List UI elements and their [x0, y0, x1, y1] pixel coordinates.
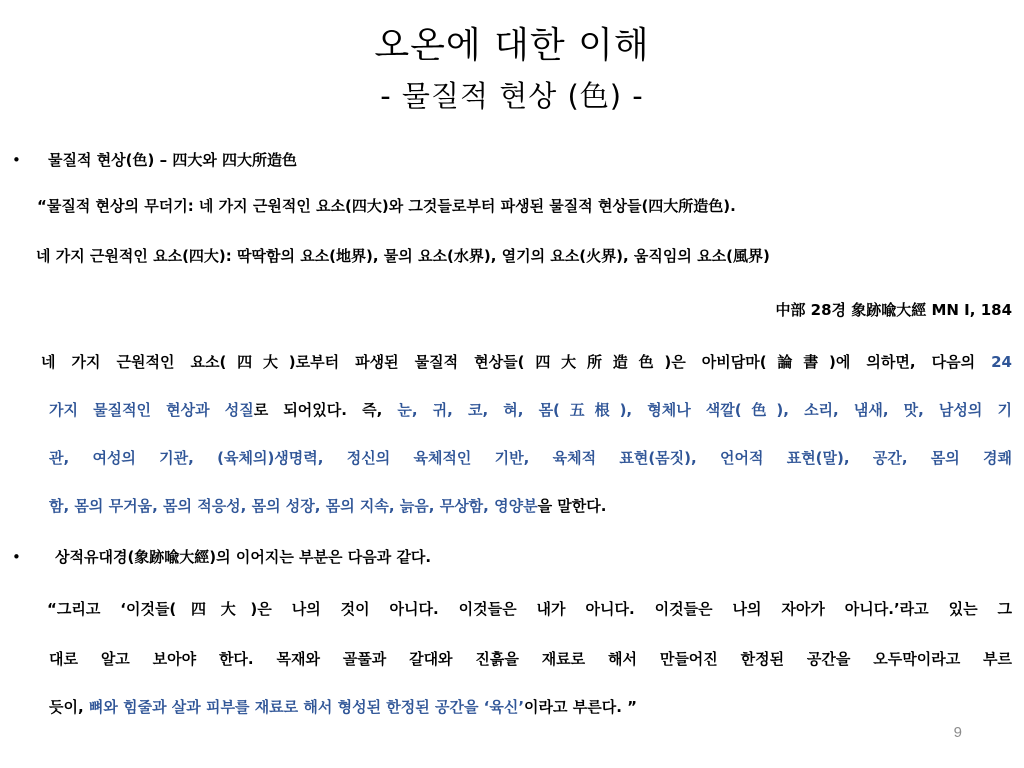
slide-title: 오온에 대한 이해 — [374, 25, 650, 66]
page-number: 9 — [953, 724, 962, 741]
quote-line-3: 듯이, 뼈와 힘줄과 살과 피부를 재료로 해서 형성된 한정된 공간을 ‘육신’이라고 부른다. ” — [49, 698, 637, 716]
source-citation: 中部 28경 象跡喩大經 MN I, 184 — [775, 301, 1012, 319]
paragraph-line-4: 함, 몸의 무거움, 몸의 적응성, 몸의 성장, 몸의 지속, 늙음, 무상함, 영양분을 말한다. — [49, 497, 607, 515]
paragraph-line-2: 가지 물질적인 현상과 성질로 되어있다. 즉, 눈, 귀, 코, 혀, 몸(五根), 형체나 색깔(色), 소리, 냄새, 맛, 남성의 기 — [49, 401, 1013, 419]
paragraph-line-3: 관, 여성의 기관, (육체의)생명력, 정신의 육체적인 기반, 육체적 표현(몸짓), 언어적 표현(말), 공간, 몸의 경쾌 — [49, 449, 1012, 467]
bullet-1-heading: 물질적 현상(色) – 四大와 四大所造色 — [48, 151, 298, 169]
quote-aggregate-definition: “물질적 현상의 무더기: 네 가지 근원적인 요소(四大)와 그것들로부터 파생된 물질적 현상들(四大所造色). — [37, 197, 736, 215]
bullet-marker-1: • — [12, 151, 21, 169]
bullet-2-heading: 상적유대경(象跡喩大經)의 이어지는 부분은 다음과 같다. — [55, 548, 432, 566]
bullet-marker-2: • — [12, 548, 21, 566]
quote-line-2: 대로 알고 보아야 한다. 목재와 골풀과 갈대와 진흙을 재료로 해서 만들어진 한정된 공간을 오두막이라고 부르 — [49, 650, 1012, 668]
slide-subtitle: - 물질적 현상 (色) - — [380, 79, 644, 113]
paragraph-line-1: 네 가지 근원적인 요소(四大)로부터 파생된 물질적 현상들(四大所造色)은 아비담마(論書)에 의하면, 다음의 24 — [41, 353, 1012, 371]
four-elements-line: 네 가지 근원적인 요소(四大): 딱딱함의 요소(地界), 물의 요소(水界), 열기의 요소(火界), 움직임의 요소(風界) — [36, 247, 770, 265]
quote-line-1: “그리고 ‘이것들(四大)은 나의 것이 아니다. 이것들은 내가 아니다. 이것들은 나의 자아가 아니다.’라고 있는 그 — [47, 600, 1012, 618]
